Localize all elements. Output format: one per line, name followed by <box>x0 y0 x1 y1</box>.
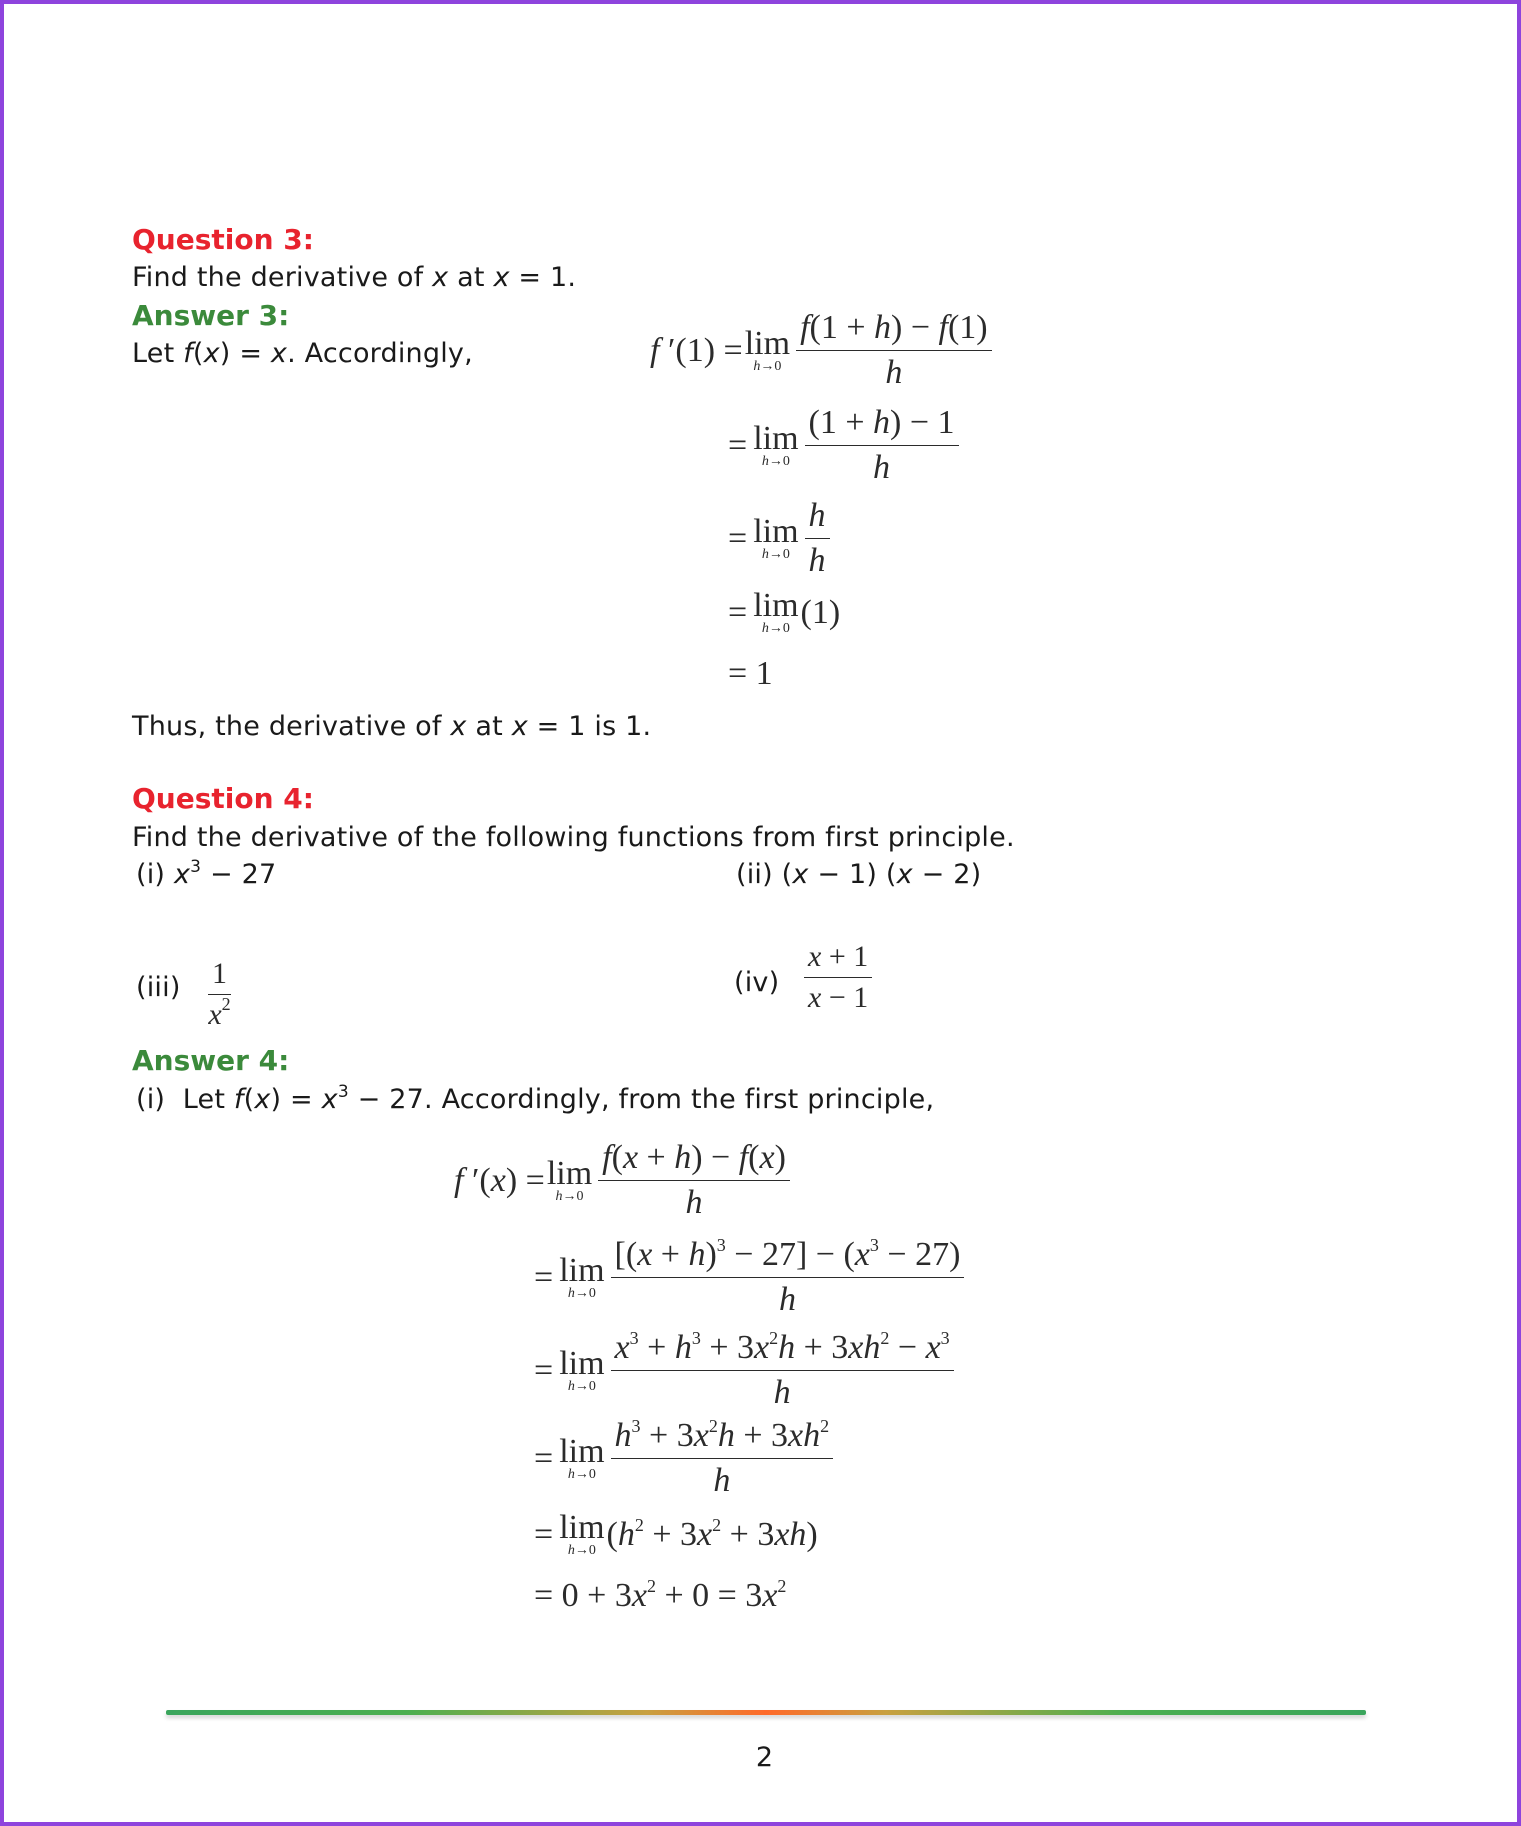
part-i: (i) $x^3 - 27$ <box>136 857 277 890</box>
q4-equation-line-4: = lim h→0 $\frac{h^3 + 3x^2h + 3xh^2}{h}$ <box>534 1417 837 1500</box>
part-iii-label: (iii) <box>136 972 181 1003</box>
q3-equation-line-4: = lim h→0 (1) <box>728 587 841 636</box>
q3-equation-line-3: = lim h→0 $\frac{h}{h}$ <box>728 497 834 580</box>
question-3-text: Find the derivative of x at x = 1. <box>132 262 577 293</box>
answer-3-heading: Answer 3: <box>132 299 290 332</box>
question-3-conclusion: Thus, the derivative of x at x = 1 is 1. <box>132 711 652 742</box>
answer-4-heading: Answer 4: <box>132 1044 290 1077</box>
answer-3-intro: Let f(x) = x. Accordingly, <box>132 338 473 369</box>
part-iv-fraction: $\frac{x + 1}{x - 1}$ <box>800 937 876 1015</box>
q4-equation-line-6: = $0 + 3x^2 + 0 = 3x^2$ <box>534 1576 787 1614</box>
q4-equation-line-5: = lim h→0 $(h^2 + 3x^2 + 3xh)$ <box>534 1509 818 1558</box>
q4-equation-line-3: = lim h→0 $\frac{x^3 + h^3 + 3x^2h + 3xh^2 - x^3}{h}$ <box>534 1329 958 1412</box>
q3-equation-line-2: = lim h→0 $\frac{(1 + h) - 1}{h}$ <box>728 404 963 487</box>
q4-equation-line-2: = lim h→0 $\frac{[(x + h)^3 - 27] - (x^3 - 27)}{h}$ <box>534 1236 968 1319</box>
part-ii: (ii) (x − 1) (x − 2) <box>736 859 982 890</box>
part-iii-fraction: $\frac{1}{x^2}$ <box>208 957 231 1031</box>
footer-divider <box>166 1710 1366 1715</box>
page-number: 2 <box>755 1742 774 1773</box>
q3-equation-line-1: f ′(1) = lim h→0 $\frac{f(1 + h) - f(1)}{h}$ <box>650 309 996 392</box>
question-4-text: Find the derivative of the following functions from first principle. <box>132 822 1015 853</box>
part-iv-label: (iv) <box>734 967 780 998</box>
q3-equation-line-5: = 1 <box>728 655 773 692</box>
question-4-heading: Question 4: <box>132 782 314 815</box>
q4-equation-line-1: f ′(x) = lim h→0 $\frac{f(x + h) - f(x)}{h}$ <box>454 1139 794 1222</box>
question-3-heading: Question 3: <box>132 223 314 256</box>
answer-4-intro: (i) Let $f(x) = x^3 - 27$. Accordingly, from the first principle, <box>136 1082 935 1115</box>
